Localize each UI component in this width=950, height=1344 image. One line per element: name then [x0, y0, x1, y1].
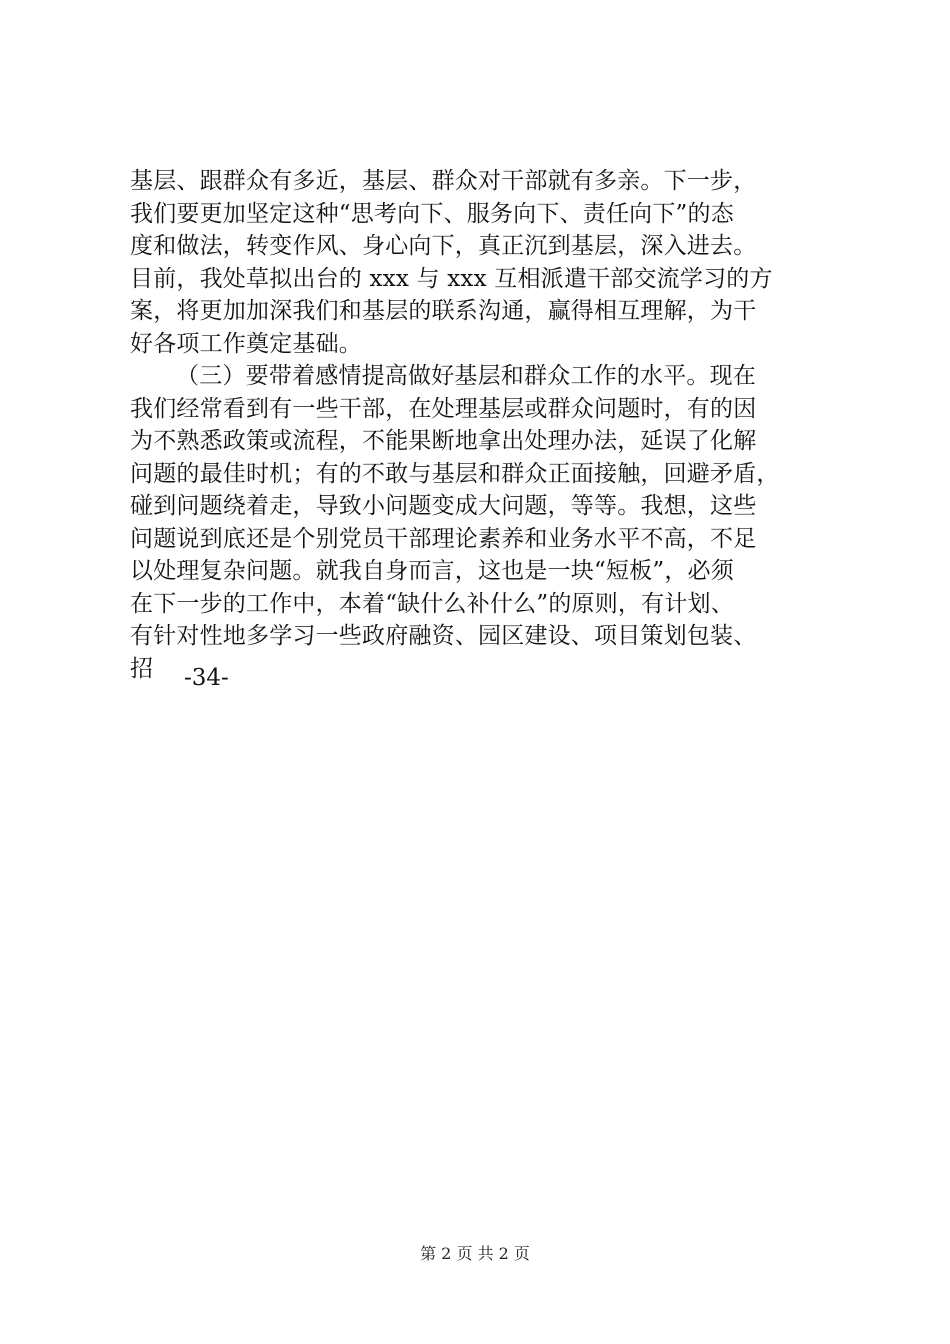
- text-line: 案，将更加加深我们和基层的联系沟通，赢得相互理解，为干: [130, 298, 757, 324]
- text-line: 以处理复杂问题。就我自身而言，这也是一块“短板”，必须: [130, 558, 734, 584]
- body-text: [130, 165, 850, 685]
- text-line: 好各项工作奠定基础。: [130, 330, 362, 357]
- page-footer: 第 2 页 共 2 页: [420, 1244, 530, 1263]
- text-line: 有针对性地多学习一些政府融资、园区建设、项目策划包装、: [130, 623, 757, 649]
- text-line: 基层、跟群众有多近，基层、群众对干部就有多亲。下一步，: [130, 168, 757, 194]
- inline-page-number: -34-: [184, 665, 229, 691]
- text-line: 度和做法，转变作风、身心向下，真正沉到基层，深入进去。: [130, 233, 757, 259]
- text-line: 招: [130, 655, 154, 682]
- text-line: 我们经常看到有一些干部，在处理基层或群众问题时，有的因: [130, 395, 757, 422]
- text-line: 我们要更加坚定这种“思考向下、服务向下、责任向下”的态: [130, 200, 734, 227]
- text-line: 问题的最佳时机；有的不敢与基层和群众正面接触，回避矛盾，: [130, 460, 780, 487]
- paragraph-start-line: （三）要带着感情提高做好基层和群众工作的水平。现在: [176, 363, 756, 389]
- text-line: 在下一步的工作中，本着“缺什么补什么”的原则，有计划、: [130, 590, 734, 617]
- text-line: 碰到问题绕着走，导致小问题变成大问题，等等。我想，这些: [130, 493, 757, 519]
- text-line: 目前，我处草拟出台的 xxx 与 xxx 互相派遣干部交流学习的方: [130, 265, 773, 292]
- text-line: 为不熟悉政策或流程，不能果断地拿出处理办法，延误了化解: [130, 428, 757, 454]
- text-line: 问题说到底还是个别党员干部理论素养和业务水平不高，不足: [130, 525, 757, 552]
